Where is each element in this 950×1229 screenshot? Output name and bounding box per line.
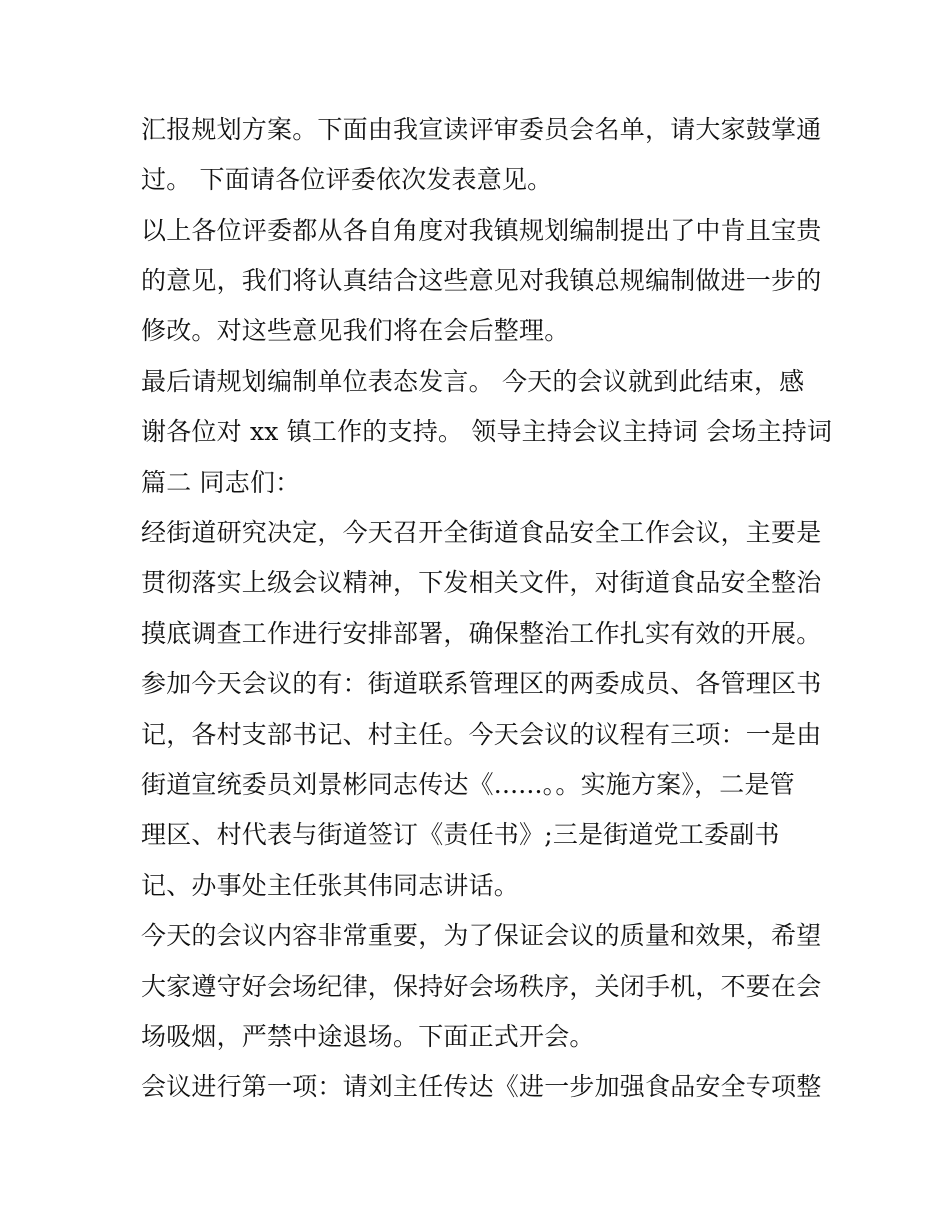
text-line: 记、办事处主任张其伟同志讲话。 [141,871,520,900]
text-line: 的意见，我们将认真结合这些意见对我镇总规编制做进一步的 [141,266,822,295]
text-line: 最后请规划编制单位表态发言。 今天的会议就到此结束，感 [141,367,805,396]
text-line: 篇二 同志们： [141,468,301,497]
text-line: 场吸烟，严禁中途退场。下面正式开会。 [141,1022,595,1051]
text-line: 谢各位对 xx 镇工作的支持。 领导主持会议主持词 会场主持词 [141,417,833,446]
text-line: 大家遵守好会场纪律，保持好会场秩序，关闭手机，不要在会 [141,972,822,1001]
text-line: 汇报规划方案。下面由我宣读评审委员会名单，请大家鼓掌通 [141,115,822,144]
text-line: 过。 下面请各位评委依次发表意见。 [141,165,553,194]
text-line: 贯彻落实上级会议精神，下发相关文件，对街道食品安全整治 [141,568,822,597]
text-line: 以上各位评委都从各自角度对我镇规划编制提出了中肯且宝贵 [141,216,822,245]
text-line: 经街道研究决定，今天召开全街道食品安全工作会议，主要是 [141,518,822,547]
text-line: 摸底调查工作进行安排部署，确保整治工作扎实有效的开展。 [141,619,822,648]
text-line: 记，各村支部书记、村主任。今天会议的议程有三项：一是由 [141,720,822,749]
text-line: 参加今天会议的有：街道联系管理区的两委成员、各管理区书 [141,669,822,698]
text-line: 修改。对这些意见我们将在会后整理。 [141,316,570,345]
text-line: 街道宣统委员刘景彬同志传达《......。。实施方案》，二是管 [141,770,795,799]
text-line: 理区、村代表与街道签订《责任书》;三是街道党工委副书 [141,820,780,849]
text-line: 今天的会议内容非常重要，为了保证会议的质量和效果，希望 [141,921,822,950]
text-line: 会议进行第一项：请刘主任传达《进一步加强食品安全专项整 [141,1072,822,1101]
